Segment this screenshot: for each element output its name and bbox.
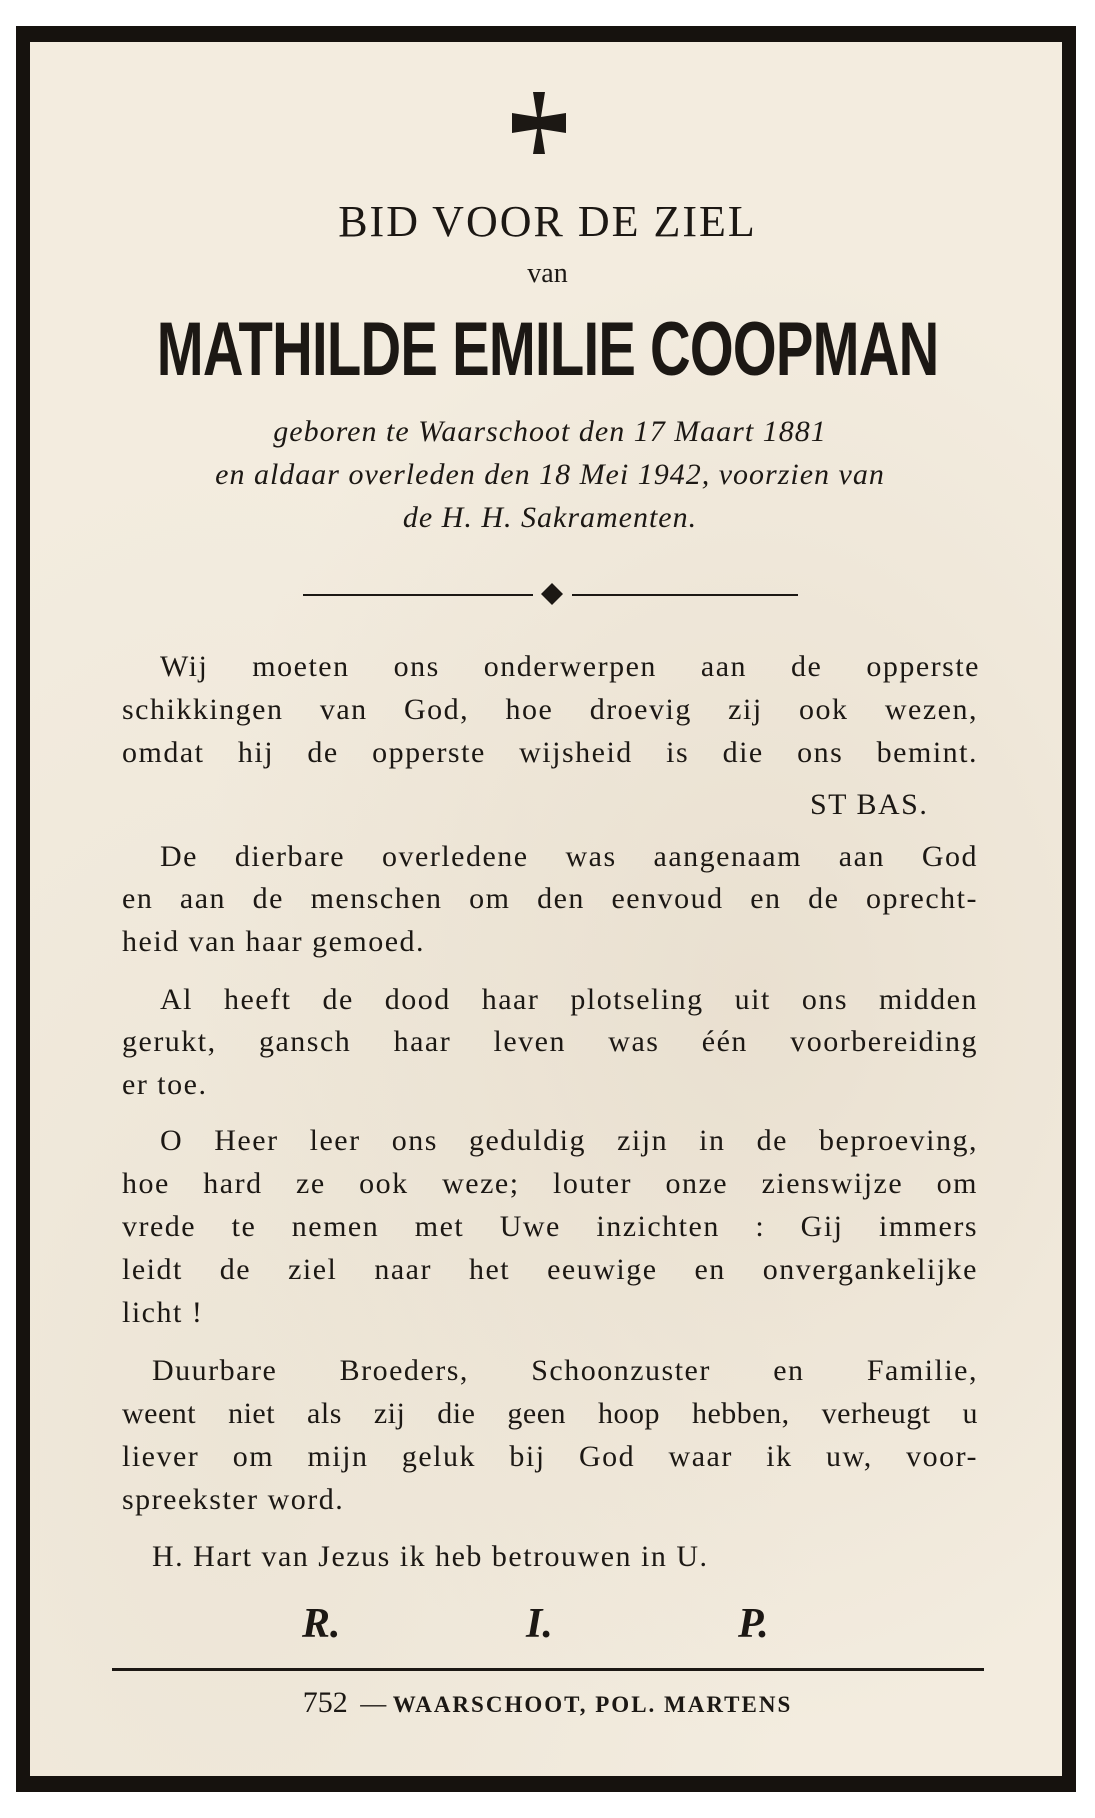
- diamond-ornament-icon: [540, 582, 564, 606]
- text-line: er toe.: [122, 1068, 208, 1101]
- bottom-rule: [112, 1668, 984, 1671]
- text-line: Al heeft de dood haar plotseling uit ons midden: [160, 983, 978, 1016]
- divider-right: [572, 594, 798, 596]
- text-line: hoe hard ze ook weze; louter onze zienswijze om: [122, 1167, 978, 1200]
- text-line: omdat hij de opperste wijsheid is die ons bemint.: [122, 736, 978, 769]
- text-line: Wij moeten ons onderwerpen aan de opperste: [160, 650, 980, 683]
- print-number: 752: [302, 1686, 348, 1719]
- text-line: De dierbare overledene was aangenaam aan God: [160, 840, 978, 873]
- rip-p: P.: [738, 1601, 769, 1647]
- print-dash: —: [360, 1689, 387, 1718]
- text-line: leidt de ziel naar het eeuwige en onvergankelijke: [122, 1253, 978, 1286]
- text-line: en aan de menschen om den eenvoud en de oprecht-: [122, 882, 978, 915]
- text-line: licht !: [122, 1296, 204, 1329]
- rip-i: I.: [526, 1601, 553, 1647]
- birth-line-3: de H. H. Sakramenten.: [402, 501, 698, 534]
- deceased-name: MATHILDE EMILIE COOPMAN: [156, 307, 939, 392]
- birth-line-2: en aldaar overleden den 18 Mei 1942, voorzien van: [215, 458, 885, 491]
- text-line: O Heer leer ons geduldig zijn in de beproeving,: [160, 1124, 978, 1157]
- text-line: spreekster word.: [122, 1483, 345, 1516]
- rip-r: R.: [302, 1601, 341, 1647]
- text-line: vrede te nemen met Uwe inzichten : Gij immers: [122, 1210, 978, 1243]
- quote-author: ST BAS.: [810, 788, 929, 821]
- printer-line: [0, 1686, 1095, 1720]
- van-text: van: [527, 258, 568, 289]
- text-line: Duurbare Broeders, Schoonzuster en Familie,: [152, 1354, 978, 1387]
- text-line: gerukt, gansch haar leven was één voorbereiding: [122, 1025, 978, 1058]
- birth-line-1: geboren te Waarschoot den 17 Maart 1881: [273, 415, 827, 448]
- text-line: schikkingen van God, hoe droevig zij ook wezen,: [122, 693, 978, 726]
- text-line: heid van haar gemoed.: [122, 925, 426, 958]
- cross-pattee-icon: [506, 90, 572, 156]
- text-line: H. Hart van Jezus ik heb betrouwen in U.: [152, 1540, 709, 1573]
- printer-firm: WAARSCHOOT, POL. MARTENS: [392, 1692, 793, 1717]
- heading: BID VOOR DE ZIEL: [338, 197, 757, 246]
- text-line: liever om mijn geluk bij God waar ik uw, voor-: [122, 1440, 978, 1473]
- divider-left: [303, 594, 533, 596]
- text-line: weent niet als zij die geen hoop hebben, verheugt u: [122, 1397, 978, 1430]
